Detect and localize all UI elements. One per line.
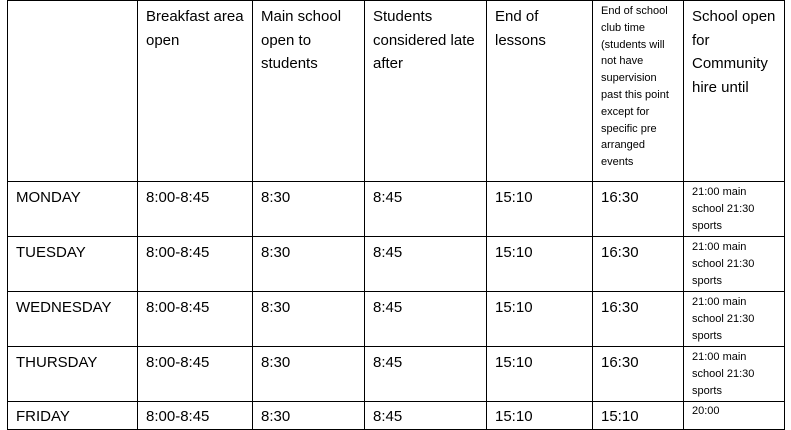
club-time-cell: 16:30: [593, 237, 684, 292]
header-cell-end-of-lessons: End of lessons: [487, 1, 593, 182]
header-cell-club-time: End of school club time (students will not have supervision past this point except for specific pre arranged events: [593, 1, 684, 182]
header-cell-late-after: Students considered late after: [365, 1, 487, 182]
end-of-lessons-cell: 15:10: [487, 237, 593, 292]
day-cell: THURSDAY: [8, 347, 138, 402]
table-row: [8, 292, 785, 347]
community-hire-cell: 21:00 main school 21:30 sports: [684, 292, 785, 347]
community-hire-cell: 21:00 main school 21:30 sports: [684, 182, 785, 237]
breakfast-cell: 8:00-8:45: [138, 347, 253, 402]
header-cell-day: [8, 1, 138, 182]
day-cell: FRIDAY: [8, 402, 138, 430]
late-after-cell: 8:45: [365, 292, 487, 347]
breakfast-cell: 8:00-8:45: [138, 292, 253, 347]
late-after-cell: 8:45: [365, 402, 487, 430]
school-open-cell: 8:30: [253, 182, 365, 237]
school-times-table: [7, 0, 785, 430]
header-cell-breakfast: Breakfast area open: [138, 1, 253, 182]
late-after-cell: 8:45: [365, 237, 487, 292]
community-hire-cell: 21:00 main school 21:30 sports: [684, 237, 785, 292]
breakfast-cell: 8:00-8:45: [138, 237, 253, 292]
header-cell-community-hire: School open for Community hire until: [684, 1, 785, 182]
school-open-cell: 8:30: [253, 237, 365, 292]
table-row: [8, 182, 785, 237]
day-cell: MONDAY: [8, 182, 138, 237]
end-of-lessons-cell: 15:10: [487, 182, 593, 237]
table-row: [8, 402, 785, 430]
end-of-lessons-cell: 15:10: [487, 347, 593, 402]
end-of-lessons-cell: 15:10: [487, 292, 593, 347]
school-open-cell: 8:30: [253, 292, 365, 347]
school-open-cell: 8:30: [253, 347, 365, 402]
club-time-cell: 15:10: [593, 402, 684, 430]
club-time-cell: 16:30: [593, 182, 684, 237]
header-cell-school-open: Main school open to students: [253, 1, 365, 182]
club-time-cell: 16:30: [593, 347, 684, 402]
community-hire-cell: 20:00: [684, 402, 785, 430]
breakfast-cell: 8:00-8:45: [138, 182, 253, 237]
day-cell: WEDNESDAY: [8, 292, 138, 347]
late-after-cell: 8:45: [365, 347, 487, 402]
header-row: [8, 1, 785, 182]
community-hire-cell: 21:00 main school 21:30 sports: [684, 347, 785, 402]
table-row: [8, 347, 785, 402]
late-after-cell: 8:45: [365, 182, 487, 237]
breakfast-cell: 8:00-8:45: [138, 402, 253, 430]
day-cell: TUESDAY: [8, 237, 138, 292]
school-open-cell: 8:30: [253, 402, 365, 430]
end-of-lessons-cell: 15:10: [487, 402, 593, 430]
table-row: [8, 237, 785, 292]
club-time-cell: 16:30: [593, 292, 684, 347]
